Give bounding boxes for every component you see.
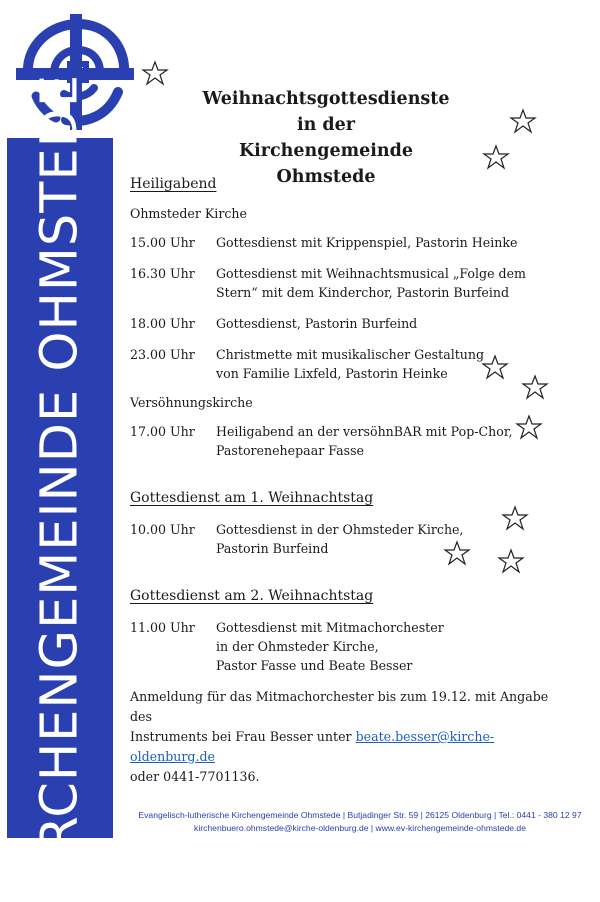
section-heading-weihnachtstag-1: Gottesdienst am 1. Weihnachtstag (130, 490, 374, 506)
description (216, 618, 570, 675)
description (216, 345, 570, 383)
schedule-row (130, 618, 570, 675)
star-icon (140, 60, 170, 86)
time: 10.00 Uhr (130, 522, 195, 537)
section-heading-heiligabend: Heiligabend (130, 176, 217, 192)
place-ohmsteder-kirche: Ohmsteder Kirche (130, 206, 247, 221)
time: 18.00 Uhr (130, 316, 195, 331)
registration-line: oder 0441-7701136. (130, 769, 260, 784)
schedule-row (130, 233, 570, 252)
time: 17.00 Uhr (130, 424, 195, 439)
side-band-title: KIRCHENGEMEINDE OHMSTEDE (30, 73, 90, 902)
title-line-2: Kirchengemeinde Ohmstede (238, 141, 414, 187)
description (216, 520, 570, 558)
time: 11.00 Uhr (130, 620, 195, 635)
description (216, 264, 570, 302)
schedule-row (130, 422, 570, 460)
description-line: in der Ohmsteder Kirche, (216, 639, 379, 654)
registration-text: Instruments bei Frau Besser unter (130, 729, 356, 744)
schedule-row (130, 520, 570, 558)
registration-line (130, 727, 570, 767)
description-line: Pastor Fasse und Beate Besser (216, 658, 413, 673)
page-title (196, 86, 456, 190)
footer-address: Evangelisch-lutherische Kirchengemeinde Ohmstede | Butjadinger Str. 59 | 26125 Oldenburg | Tel.: 0441 - 380 12 97 (138, 810, 582, 820)
description-line: Heiligabend an der versöhnBAR mit Pop-Chor, (216, 424, 513, 439)
time: 23.00 Uhr (130, 347, 195, 362)
description-line: Stern“ mit dem Kinderchor, Pastorin Burfeind (216, 285, 510, 300)
description-line: Gottesdienst mit Weihnachtsmusical „Folge dem (216, 266, 527, 281)
star-icon (508, 108, 538, 134)
description-line: Gottesdienst mit Mitmachorchester (216, 620, 444, 635)
description (216, 314, 570, 333)
registration-line: Anmeldung für das Mitmachorchester bis zum 19.12. mit Angabe des (130, 689, 549, 724)
description-line: Gottesdienst in der Ohmsteder Kirche, (216, 522, 464, 537)
star-icon (481, 144, 511, 170)
title-line-1: Weihnachtsgottesdienste in der (202, 89, 450, 135)
time: 16.30 Uhr (130, 266, 195, 281)
description-line: Pastorenehepaar Fasse (216, 443, 364, 458)
schedule-row (130, 345, 570, 383)
description-line: Gottesdienst, Pastorin Burfeind (216, 316, 418, 331)
time: 15.00 Uhr (130, 235, 195, 250)
section-heading-weihnachtstag-2: Gottesdienst am 2. Weihnachtstag (130, 588, 374, 604)
email-link[interactable]: beate.besser@kirche-oldenburg.de (130, 729, 495, 764)
description (216, 233, 570, 252)
footer (130, 809, 590, 835)
description-line: Pastorin Burfeind (216, 541, 329, 556)
description (216, 422, 570, 460)
description-line: von Familie Lixfeld, Pastorin Heinke (216, 366, 448, 381)
description-line: Christmette mit musikalischer Gestaltung (216, 347, 485, 362)
footer-contact: kirchenbuero.ohmstede@kirche-oldenburg.de | www.ev-kirchengemeinde-ohmstede.de (194, 823, 526, 833)
registration-note (130, 687, 570, 787)
place-versoehnungskirche: Versöhnungskirche (130, 395, 253, 410)
schedule-row (130, 314, 570, 333)
content (130, 176, 570, 787)
description-line: Gottesdienst mit Krippenspiel, Pastorin Heinke (216, 235, 518, 250)
side-band (7, 73, 113, 902)
schedule-row (130, 264, 570, 302)
